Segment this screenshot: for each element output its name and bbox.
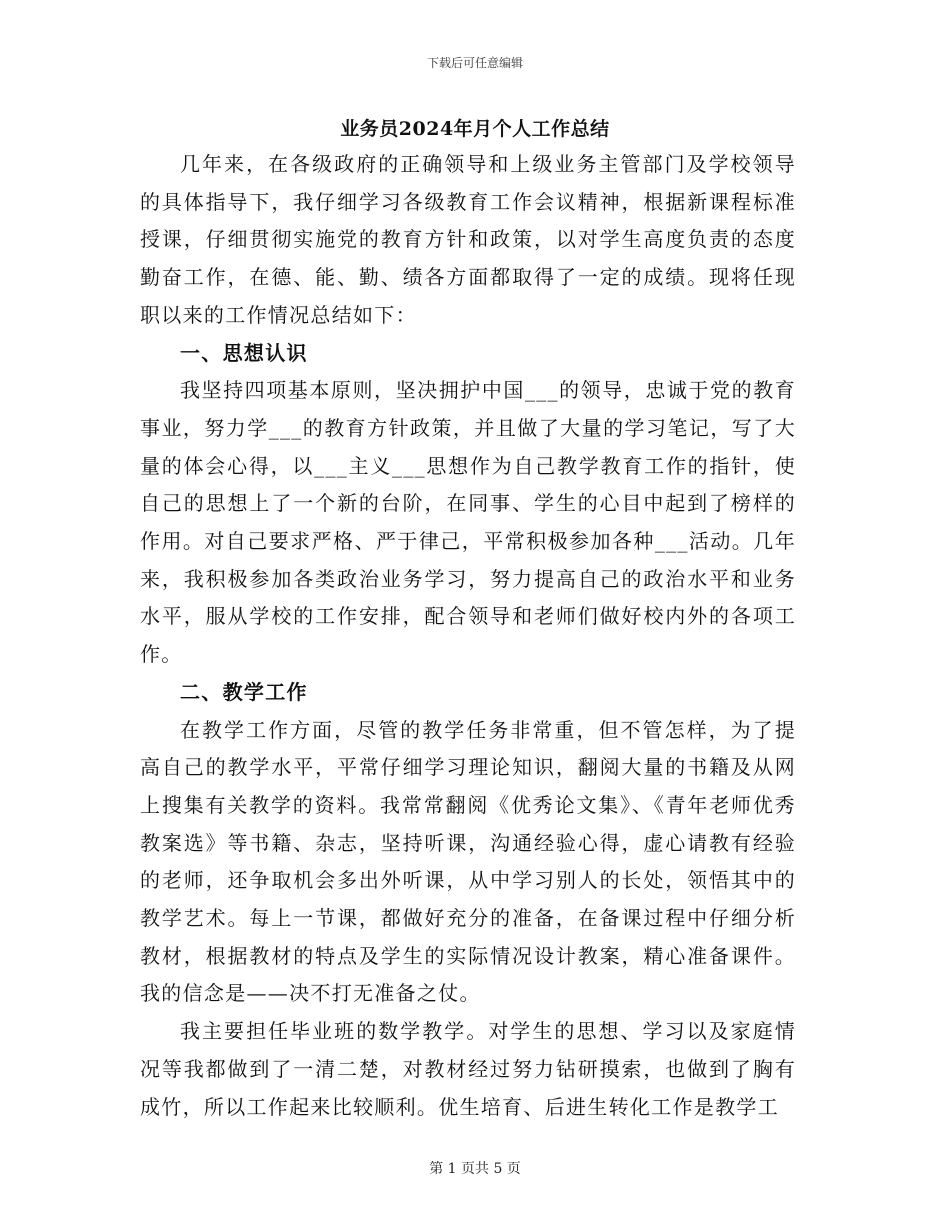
section-teaching-paragraph-1: 在教学工作方面，尽管的教学任务非常重，但不管怎样，为了提高自己的教学水平，平常仔细学习理论知识，翻阅大量的书籍及从网上搜集有关教学的资料。我常常翻阅《优秀论文集》、《青年老师优秀教案选》等书籍、杂志，坚持听课，沟通经验心得，虚心请教有经验的老师，还争取机会多出外听课，从中学习别人的长处，领悟其中的教学艺术。每上一节课，都做好充分的准备，在备课过程中仔细分析教材，根据教材的特点及学生的实际情况设计教案，精心准备课件。我的信念是——决不打无准备之仗。 <box>140 717 796 1006</box>
section-heading-teaching: 二、教学工作 <box>180 679 308 704</box>
section-heading-thought: 一、思想认识 <box>180 340 308 365</box>
document-title: 业务员2024年月个人工作总结 <box>340 118 610 140</box>
section-teaching-paragraph-2: 我主要担任毕业班的数学教学。对学生的思想、学习以及家庭情况等我都做到了一清二楚，对教材经过努力钻研摸索，也做到了胸有成竹，所以工作起来比较顺利。优生培育、后进生转化工作是教学工 <box>140 1019 796 1119</box>
section-thought-paragraph: 我坚持四项基本原则，坚决拥护中国___的领导，忠诚于党的教育事业，努力学___的教育方针政策，并且做了大量的学习笔记，写了大量的体会心得，以___主义___思想作为自己教学教育工作的指针，使自己的思想上了一个新的台阶，在同事、学生的心目中起到了榜样的作用。对自己要求严格、严于律己，平常积极参加各种___活动。几年来，我积极参加各类政治业务学习，努力提高自己的政治水平和业务水平，服从学校的工作安排，配合领导和老师们做好校内外的各项工作。 <box>140 378 796 667</box>
document-body <box>140 146 796 1126</box>
header-note: 下载后可任意编辑 <box>426 56 523 70</box>
intro-paragraph: 几年来，在各级政府的正确领导和上级业务主管部门及学校领导的具体指导下，我仔细学习各级教育工作会议精神，根据新课程标准授课，仔细贯彻实施党的教育方针和政策，以对学生高度负责的态度勤奋工作，在德、能、勤、绩各方面都取得了一定的成绩。现将任现职以来的工作情况总结如下： <box>140 152 796 327</box>
page-footer: 第 1 页共 5 页 <box>429 1161 521 1177</box>
